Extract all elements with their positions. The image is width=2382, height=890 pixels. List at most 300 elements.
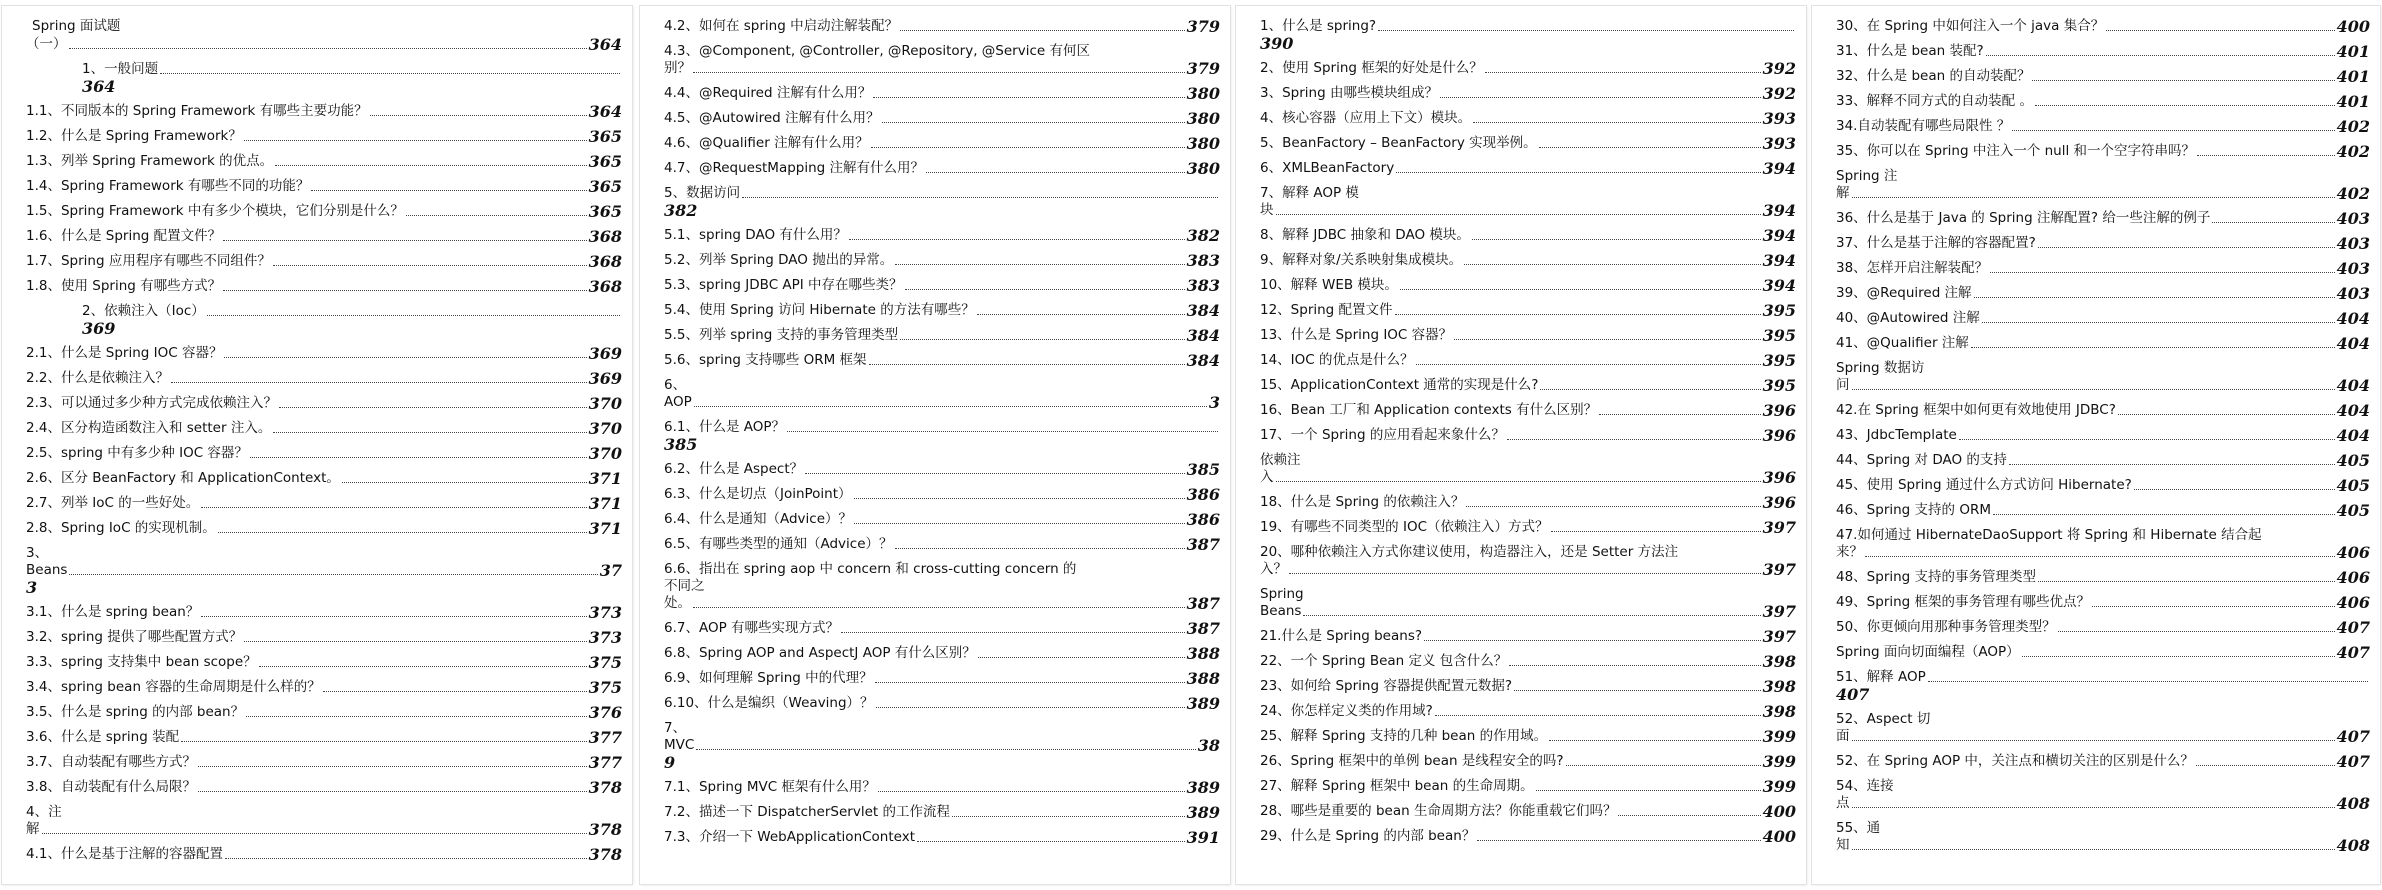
toc-entry[interactable] <box>26 128 622 145</box>
toc-entry-page: 400 <box>1762 802 1796 821</box>
dot-leader <box>1982 322 2335 323</box>
toc-entry-page: 394 <box>1762 276 1796 295</box>
toc-entry-text: 4、核心容器（应用上下文）模块。 <box>1260 110 1472 126</box>
dot-leader <box>1485 72 1761 73</box>
toc-entry[interactable] <box>26 345 622 362</box>
toc-entry[interactable] <box>664 135 1220 152</box>
toc-entry[interactable] <box>26 679 622 696</box>
dot-leader <box>2118 414 2335 415</box>
dot-leader <box>246 716 587 717</box>
dot-leader <box>171 382 587 383</box>
toc-entry[interactable] <box>1836 335 2370 352</box>
toc-entry-page: 394 <box>1762 226 1796 245</box>
toc-entry-page: 370 <box>588 394 622 413</box>
toc-entry-text: 2.2、什么是依赖注入？ <box>26 370 169 386</box>
toc-entry-text: 19、有哪些不同类型的 IOC（依赖注入）方式？ <box>1260 519 1549 535</box>
toc-entry[interactable] <box>1260 778 1796 795</box>
toc-entry-text-cont: 入 <box>1260 469 1274 485</box>
toc-entry-page: 365 <box>588 177 622 196</box>
toc-entry[interactable] <box>1260 185 1796 219</box>
dot-leader <box>895 548 1185 549</box>
dot-leader <box>1464 264 1760 265</box>
toc-entry[interactable] <box>1260 377 1796 394</box>
toc-entry-text: 4.6、@Qualifier 注解有什么用？ <box>664 135 869 151</box>
dot-leader <box>1993 514 2335 515</box>
toc-entry-text: 48、Spring 支持的事务管理类型 <box>1836 569 2037 585</box>
toc-entry[interactable] <box>1836 594 2370 611</box>
dot-leader <box>1396 172 1760 173</box>
toc-entry-page: 405 <box>2336 451 2370 470</box>
toc-entry-text: 3、Spring 由哪些模块组成？ <box>1260 85 1438 101</box>
dot-leader <box>1618 815 1760 816</box>
dot-leader <box>1865 556 2335 557</box>
toc-entry-page: 395 <box>1762 301 1796 320</box>
toc-entry-page: 371 <box>588 494 622 513</box>
toc-entry-text: 7.1、Spring MVC 框架有什么用？ <box>664 779 876 795</box>
toc-entry-text: 3.1、什么是 spring bean？ <box>26 604 200 620</box>
toc-entry-page: 402 <box>2336 117 2370 136</box>
toc-entry[interactable] <box>1260 519 1796 536</box>
toc-entry-text: 6.7、AOP 有哪些实现方式？ <box>664 620 840 636</box>
toc-entry-text: 4.4、@Required 注解有什么用？ <box>664 85 872 101</box>
toc-entry[interactable] <box>26 445 622 462</box>
toc-entry[interactable] <box>1260 60 1796 77</box>
toc-entry-page: 404 <box>2336 376 2370 395</box>
toc-entry[interactable] <box>664 185 1220 219</box>
toc-entry-text: 5.6、spring 支持哪些 ORM 框架 <box>664 352 867 368</box>
toc-entry[interactable] <box>1260 327 1796 344</box>
toc-entry[interactable] <box>1836 569 2370 586</box>
toc-entry[interactable] <box>1260 628 1796 645</box>
toc-entry[interactable] <box>664 352 1220 369</box>
toc-entry[interactable] <box>1836 310 2370 327</box>
toc-entry-text-cont: 入？ <box>1260 561 1287 577</box>
toc-entry[interactable] <box>26 654 622 671</box>
toc-entry-page: 394 <box>1762 201 1796 220</box>
toc-entry-page: 369 <box>82 319 116 338</box>
toc-entry[interactable] <box>82 61 622 95</box>
toc-entry-text: 6.4、什么是通知（Advice）？ <box>664 511 853 527</box>
toc-entry[interactable] <box>1260 494 1796 511</box>
toc-entry-text: 25、解释 Spring 支持的几种 bean 的作用域。 <box>1260 728 1548 744</box>
dot-leader <box>342 482 587 483</box>
dot-leader <box>1440 97 1761 98</box>
toc-entry[interactable] <box>26 253 622 270</box>
toc-entry-text: 54、连接 <box>1836 778 1894 794</box>
toc-entry-text: 1.2、什么是 Spring Framework？ <box>26 128 242 144</box>
toc-entry-text: 30、在 Spring 中如何注入一个 java 集合？ <box>1836 18 2105 34</box>
toc-entry-text-cont: 不同之 <box>664 578 705 594</box>
dot-leader <box>2038 581 2335 582</box>
toc-entry-page: 3 <box>1208 393 1220 412</box>
toc-entry-text: 44、Spring 对 DAO 的支持 <box>1836 452 2007 468</box>
toc-entry-text: 5.5、列举 spring 支持的事务管理类型 <box>664 327 899 343</box>
toc-entry-page: 407 <box>2336 727 2370 746</box>
toc-entry[interactable] <box>1836 427 2370 444</box>
toc-entry-text: 依赖注 <box>1260 452 1301 468</box>
toc-entry[interactable] <box>1836 43 2370 60</box>
toc-entry[interactable] <box>664 43 1220 77</box>
toc-entry-page: 38 <box>1197 736 1220 755</box>
toc-entry[interactable] <box>1260 828 1796 845</box>
dot-leader <box>370 115 587 116</box>
toc-entry-text: 32、什么是 bean 的自动装配？ <box>1836 68 2031 84</box>
toc-entry[interactable] <box>26 629 622 646</box>
toc-entry[interactable] <box>1836 452 2370 469</box>
toc-entry[interactable] <box>1260 252 1796 269</box>
toc-entry-page-cont: 9 <box>664 753 676 772</box>
toc-entry[interactable] <box>26 804 622 838</box>
toc-entry[interactable] <box>1836 753 2370 770</box>
toc-entry-text: 35、你可以在 Spring 中注入一个 null 和一个空字符串吗？ <box>1836 143 2196 159</box>
toc-entry-text: 14、IOC 的优点是什么？ <box>1260 352 1414 368</box>
toc-entry[interactable] <box>82 303 622 337</box>
toc-entry-text: 2、使用 Spring 框架的好处是什么？ <box>1260 60 1483 76</box>
toc-entry[interactable] <box>664 670 1220 687</box>
toc-entry[interactable] <box>664 779 1220 796</box>
toc-entry-page: 405 <box>2336 476 2370 495</box>
toc-entry-text: 37、什么是基于注解的容器配置? <box>1836 235 2036 251</box>
toc-entry-page: 396 <box>1762 426 1796 445</box>
toc-entry-page: 371 <box>588 519 622 538</box>
dot-leader <box>693 72 1185 73</box>
toc-entry[interactable] <box>664 695 1220 712</box>
toc-entry[interactable] <box>1260 586 1796 620</box>
dot-leader <box>1971 347 2335 348</box>
dot-leader <box>869 364 1185 365</box>
dot-leader <box>693 607 1185 608</box>
toc-entry[interactable] <box>26 846 622 863</box>
toc-title: Spring 面试题 <box>32 18 121 34</box>
toc-entry[interactable] <box>1836 402 2370 419</box>
toc-entry-page: 389 <box>1186 694 1220 713</box>
toc-entry-page: 396 <box>1762 468 1796 487</box>
toc-entry[interactable] <box>1836 260 2370 277</box>
toc-entry[interactable] <box>664 804 1220 821</box>
toc-entry[interactable] <box>1836 360 2370 394</box>
toc-entry-page: 400 <box>1762 827 1796 846</box>
toc-entry-text: 17、一个 Spring 的应用看起来象什么？ <box>1260 427 1505 443</box>
toc-entry[interactable] <box>1836 210 2370 227</box>
toc-entry[interactable] <box>1836 168 2370 202</box>
toc-entry-page: 378 <box>588 845 622 864</box>
toc-entry[interactable] <box>1260 728 1796 745</box>
dot-leader <box>1536 790 1761 791</box>
toc-entry-text: 3、 <box>26 545 49 561</box>
toc-entry[interactable] <box>1836 477 2370 494</box>
toc-entry[interactable] <box>26 370 622 387</box>
dot-leader <box>1400 289 1761 290</box>
toc-entry[interactable] <box>1260 302 1796 319</box>
toc-entry[interactable] <box>26 520 622 537</box>
toc-entry[interactable] <box>26 420 622 437</box>
dot-leader <box>882 122 1185 123</box>
toc-entry[interactable] <box>1836 644 2370 661</box>
toc-entry-page: 393 <box>1762 109 1796 128</box>
document-page-2 <box>640 6 1230 884</box>
dot-leader <box>69 48 587 49</box>
dot-leader <box>1974 297 2335 298</box>
toc-entry-text: 5.4、使用 Spring 访问 Hibernate 的方法有哪些？ <box>664 302 975 318</box>
toc-entry[interactable] <box>1260 160 1796 177</box>
toc-entry-text: Spring 面向切面编程（AOP） <box>1836 644 2020 660</box>
toc-entry[interactable] <box>1836 118 2370 135</box>
toc-entry[interactable] <box>664 85 1220 102</box>
toc-entry-page: 407 <box>2336 618 2370 637</box>
toc-entry[interactable] <box>26 178 622 195</box>
toc-entry-text: 5.3、spring JDBC API 中存在哪些类？ <box>664 277 903 293</box>
toc-subtitle: （一） <box>26 36 67 52</box>
toc-entry[interactable] <box>664 561 1220 612</box>
dot-leader <box>311 190 586 191</box>
toc-entry[interactable] <box>26 228 622 245</box>
toc-entry-page: 401 <box>2336 67 2370 86</box>
toc-entry[interactable] <box>1260 277 1796 294</box>
dot-leader <box>696 749 1195 750</box>
dot-leader <box>1477 840 1760 841</box>
toc-entry-text: 6、XMLBeanFactory <box>1260 160 1395 176</box>
toc-entry-text: 16、Bean 工厂和 Application contexts 有什么区别？ <box>1260 402 1598 418</box>
dot-leader <box>1540 389 1760 390</box>
toc-entry-text-cont: 知 <box>1836 837 1850 853</box>
toc-entry[interactable] <box>1836 778 2370 812</box>
dot-leader <box>2012 130 2334 131</box>
toc-entry[interactable] <box>1836 669 2370 703</box>
toc-entry[interactable] <box>664 110 1220 127</box>
toc-entry[interactable] <box>1836 527 2370 561</box>
toc-entry-page: 401 <box>2336 92 2370 111</box>
toc-entry-text: 34.自动装配有哪些局限性 ？ <box>1836 118 2011 134</box>
toc-entry[interactable] <box>1836 285 2370 302</box>
toc-entry-page: 408 <box>2336 836 2370 855</box>
dot-leader <box>2032 80 2334 81</box>
dot-leader <box>854 498 1185 499</box>
toc-column-2 <box>664 18 1220 854</box>
toc-entry-page: 364 <box>82 77 116 96</box>
dot-leader <box>2212 222 2334 223</box>
dot-leader <box>2197 155 2335 156</box>
toc-entry[interactable] <box>26 545 622 596</box>
toc-entry-page: 397 <box>1762 602 1796 621</box>
toc-entry-page: 399 <box>1762 752 1796 771</box>
toc-entry[interactable] <box>664 461 1220 478</box>
toc-entry[interactable] <box>664 829 1220 846</box>
toc-entry-page: 382 <box>664 201 698 220</box>
toc-entry-page: 394 <box>1762 159 1796 178</box>
toc-entry-text: 2、依赖注入（Ioc） <box>82 303 205 319</box>
toc-entry-text: 23、如何给 Spring 容器提供配置元数据? <box>1260 678 1512 694</box>
toc-entry[interactable] <box>26 604 622 621</box>
toc-entry-page: 388 <box>1186 669 1220 688</box>
toc-entry-page: 387 <box>1186 594 1220 613</box>
toc-entry-text: 18、什么是 Spring 的依赖注入？ <box>1260 494 1465 510</box>
toc-entry-page: 383 <box>1186 251 1220 270</box>
toc-entry-page: 387 <box>1186 535 1220 554</box>
toc-entry[interactable] <box>664 160 1220 177</box>
toc-entry[interactable] <box>1836 711 2370 745</box>
toc-entry-page: 407 <box>2336 752 2370 771</box>
dot-leader <box>876 707 1185 708</box>
toc-entry[interactable] <box>1260 18 1796 52</box>
dot-leader <box>1539 147 1761 148</box>
toc-entry-page: 37 <box>599 561 622 580</box>
toc-entry[interactable] <box>1836 68 2370 85</box>
toc-entry-page: 364 <box>588 102 622 121</box>
toc-entry-page: 403 <box>2336 259 2370 278</box>
toc-entry[interactable] <box>1260 544 1796 578</box>
toc-entry-text: 38、怎样开启注解装配？ <box>1836 260 1989 276</box>
toc-entry[interactable] <box>1260 678 1796 695</box>
toc-entry[interactable] <box>664 302 1220 319</box>
toc-entry[interactable] <box>1260 703 1796 720</box>
toc-entry-page: 373 <box>588 628 622 647</box>
dot-leader <box>223 290 586 291</box>
toc-entry-text: 49、Spring 框架的事务管理有哪些优点？ <box>1836 594 2091 610</box>
toc-entry[interactable] <box>1260 227 1796 244</box>
toc-entry[interactable] <box>1260 85 1796 102</box>
dot-leader <box>1472 239 1761 240</box>
toc-entry[interactable] <box>26 203 622 220</box>
toc-entry[interactable] <box>26 495 622 512</box>
toc-entry[interactable] <box>664 645 1220 662</box>
toc-entry-page: 370 <box>588 419 622 438</box>
toc-entry[interactable] <box>664 511 1220 528</box>
toc-entry[interactable] <box>1260 753 1796 770</box>
toc-entry-text: 2.4、区分构造函数注入和 setter 注入。 <box>26 420 272 436</box>
toc-entry[interactable] <box>26 779 622 796</box>
toc-entry[interactable] <box>1260 452 1796 486</box>
dot-leader <box>160 73 620 74</box>
dot-leader <box>917 841 1185 842</box>
toc-entry-page: 399 <box>1762 727 1796 746</box>
toc-entry[interactable] <box>664 486 1220 503</box>
document-page-3 <box>1236 6 1806 884</box>
toc-entry[interactable] <box>1836 235 2370 252</box>
dot-leader <box>2022 656 2335 657</box>
toc-entry-page: 389 <box>1186 778 1220 797</box>
toc-entry-text: 6.9、如何理解 Spring 中的代理？ <box>664 670 873 686</box>
dot-leader <box>224 357 586 358</box>
toc-entry-text: 3.4、spring bean 容器的生命周期是什么样的？ <box>26 679 321 695</box>
dot-leader <box>275 165 586 166</box>
dot-leader <box>854 523 1185 524</box>
toc-entry-text: 31、什么是 bean 装配? <box>1836 43 1984 59</box>
toc-entry[interactable] <box>1260 653 1796 670</box>
toc-entry[interactable] <box>26 470 622 487</box>
toc-entry-page: 402 <box>2336 184 2370 203</box>
toc-entry[interactable] <box>1260 427 1796 444</box>
toc-subtitle-entry[interactable] <box>26 36 622 53</box>
toc-entry[interactable] <box>664 419 1220 453</box>
dot-leader <box>198 791 587 792</box>
dot-leader <box>805 473 1184 474</box>
toc-entry-text: 4.1、什么是基于注解的容器配置 <box>26 846 223 862</box>
dot-leader <box>1424 640 1761 641</box>
toc-entry-text: 1.3、列举 Spring Framework 的优点。 <box>26 153 274 169</box>
toc-entry[interactable] <box>664 252 1220 269</box>
toc-entry-text: 5、BeanFactory – BeanFactory 实现举例。 <box>1260 135 1537 151</box>
toc-entry-page: 398 <box>1762 652 1796 671</box>
toc-entry-text: 7.3、介绍一下 WebApplicationContext <box>664 829 916 845</box>
toc-entry-page: 407 <box>1836 685 1870 704</box>
toc-entry-page: 407 <box>2336 643 2370 662</box>
toc-entry-page: 406 <box>2336 543 2370 562</box>
toc-entry[interactable] <box>1836 143 2370 160</box>
toc-entry[interactable] <box>664 620 1220 637</box>
dot-leader <box>873 97 1184 98</box>
toc-entry-page: 403 <box>2336 209 2370 228</box>
dot-leader <box>977 314 1185 315</box>
toc-entry[interactable] <box>26 704 622 721</box>
dot-leader <box>1852 807 2335 808</box>
dot-leader <box>926 172 1185 173</box>
toc-entry-page: 392 <box>1762 84 1796 103</box>
toc-entry[interactable] <box>1260 352 1796 369</box>
toc-entry[interactable] <box>26 103 622 120</box>
toc-entry[interactable] <box>1260 135 1796 152</box>
dot-leader <box>250 457 587 458</box>
toc-entry-page-cont: 3 <box>26 578 38 597</box>
toc-entry[interactable] <box>26 278 622 295</box>
toc-entry-page: 404 <box>2336 401 2370 420</box>
toc-entry-page: 376 <box>588 703 622 722</box>
toc-entry-text: 27、解释 Spring 框架中 bean 的生命周期。 <box>1260 778 1534 794</box>
dot-leader <box>1986 55 2335 56</box>
dot-leader <box>878 791 1185 792</box>
dot-leader <box>1852 849 2335 850</box>
toc-entry-page: 400 <box>2336 17 2370 36</box>
dot-leader <box>900 339 1185 340</box>
toc-entry[interactable] <box>1836 502 2370 519</box>
toc-entry[interactable] <box>26 729 622 746</box>
toc-entry[interactable] <box>1260 110 1796 127</box>
toc-entry-page: 388 <box>1186 644 1220 663</box>
toc-entry-page: 395 <box>1762 376 1796 395</box>
dot-leader <box>1466 506 1760 507</box>
toc-entry[interactable] <box>1836 93 2370 110</box>
toc-entry[interactable] <box>26 754 622 771</box>
dot-leader <box>694 406 1207 407</box>
toc-entry[interactable] <box>664 536 1220 553</box>
toc-entry-page: 384 <box>1186 301 1220 320</box>
toc-entry-page: 385 <box>664 435 698 454</box>
toc-entry[interactable] <box>1260 402 1796 419</box>
toc-entry-text: 5.1、spring DAO 有什么用？ <box>664 227 847 243</box>
toc-entry[interactable] <box>664 327 1220 344</box>
toc-entry[interactable] <box>1836 619 2370 636</box>
toc-entry-page: 394 <box>1762 251 1796 270</box>
toc-entry-page: 397 <box>1762 627 1796 646</box>
toc-entry-text: 3.2、spring 提供了哪些配置方式？ <box>26 629 243 645</box>
toc-entry-page: 380 <box>1186 109 1220 128</box>
toc-entry[interactable] <box>1836 18 2370 35</box>
toc-entry[interactable] <box>664 18 1220 35</box>
toc-entry-text: 2.8、Spring IoC 的实现机制。 <box>26 520 216 536</box>
toc-entry[interactable] <box>664 377 1220 411</box>
toc-entry[interactable] <box>664 277 1220 294</box>
toc-entry-text-cont: Beans <box>26 562 68 578</box>
toc-entry-text: 45、使用 Spring 通过什么方式访问 Hibernate? <box>1836 477 2132 493</box>
toc-entry[interactable] <box>1836 820 2370 854</box>
toc-entry-text: 2.3、可以通过多少种方式完成依赖注入？ <box>26 395 277 411</box>
toc-entry-text: 2.7、列举 IoC 的一些好处。 <box>26 495 200 511</box>
toc-entry[interactable] <box>1260 803 1796 820</box>
toc-entry[interactable] <box>664 227 1220 244</box>
toc-entry[interactable] <box>26 395 622 412</box>
toc-entry[interactable] <box>26 153 622 170</box>
toc-entry[interactable] <box>664 720 1220 771</box>
toc-entry-page: 371 <box>588 469 622 488</box>
